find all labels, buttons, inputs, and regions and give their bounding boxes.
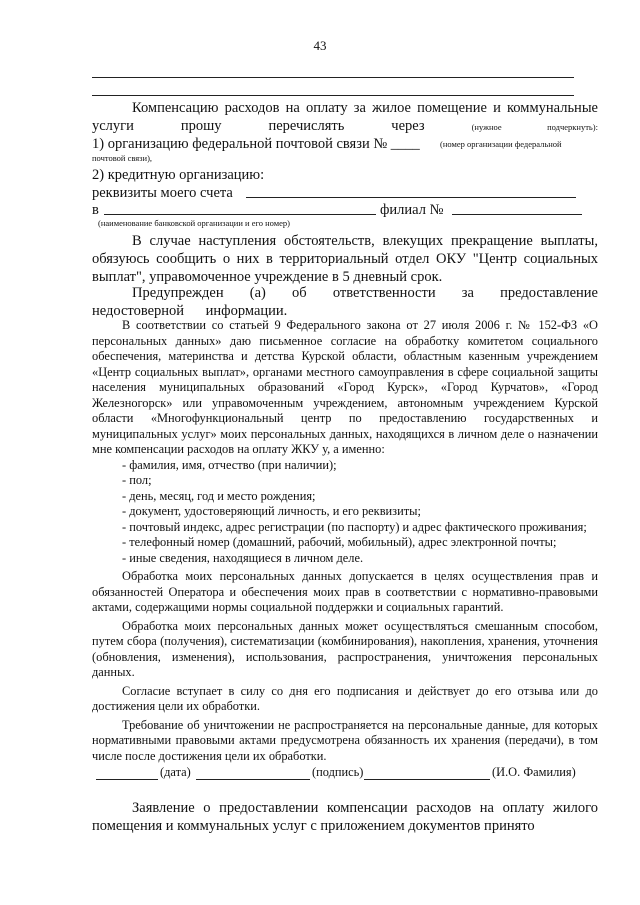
compensation-note: (нужное подчеркнуть):: [471, 122, 598, 132]
option-credit: 2) кредитную организацию:: [92, 167, 265, 183]
purpose-text: Обработка моих персональных данных допускается в целях осуществления прав и обязанностей Оператора и обеспечения моих прав в соответствии с нормативно-правовыми актами, содержащими нормы социальной поддержки и социальных гарантий.: [92, 569, 598, 614]
blank-line-1: [92, 77, 574, 78]
account-label: реквизиты моего счета: [92, 185, 233, 201]
option-postal-label: 1) организацию федеральной почтовой связи №: [92, 136, 388, 152]
bank-note: (наименование банковской организации и его номер): [98, 218, 290, 228]
blank-line-2: [92, 95, 574, 96]
account-field[interactable]: [246, 197, 576, 198]
obligation-paragraph: [92, 232, 598, 286]
data-item: - фамилия, имя, отчество (при наличии);: [122, 457, 337, 472]
postal-note: почтовой связи),: [92, 153, 153, 163]
compensation-request: [92, 99, 598, 136]
destruction-text: Требование об уничтожении не распространяется на персональные данные, для которых нормативными правовыми актами предусмотрена обязанность их хранения (передачи), в том числе после достижения цели их обработки.: [92, 717, 598, 763]
validity-text: Согласие вступает в силу со дня его подписания и действует до его отзыва или до достижения цели их обработки.: [92, 683, 598, 713]
branch-number-field[interactable]: [452, 214, 582, 215]
methods-text: Обработка моих персональных данных может осуществляться смешанным способом, путем сбора (получения), систематизации (комбинирования), накопления, хранения, уточнения (обновления, изменения), использования, распространения, уничтожения персональных данных.: [92, 618, 598, 679]
data-item: - телефонный номер (домашний, рабочий, мобильный), адрес электронной почты;: [122, 535, 557, 549]
data-item: - пол;: [122, 473, 152, 487]
bank-in-label: в: [92, 202, 99, 218]
name-field[interactable]: [364, 779, 490, 780]
signature-field[interactable]: [196, 779, 310, 780]
name-caption: (И.О. Фамилия): [492, 765, 576, 779]
data-item: - иные сведения, находящиеся в личном деле.: [122, 550, 364, 565]
option-postal: [92, 135, 420, 153]
warning-paragraph: [92, 284, 598, 320]
acceptance-text: Заявление о предоставлении компенсации расходов на оплату жилого помещения и коммунальных услуг с приложением документов принято: [92, 800, 598, 834]
warning-text: Предупрежден (а) об ответственности за предоставление недостоверной информации.: [92, 285, 598, 319]
postal-number-field[interactable]: ____: [390, 136, 420, 152]
data-item: - документ, удостоверяющий личность, и его реквизиты;: [122, 504, 421, 518]
date-field[interactable]: [96, 779, 158, 780]
data-item: - день, месяц, год и место рождения;: [122, 488, 316, 503]
date-caption: (дата): [160, 765, 191, 779]
data-item: - почтовый индекс, адрес регистрации (по паспорту) и адрес фактического проживания;: [122, 519, 587, 534]
bank-name-field[interactable]: [104, 214, 376, 215]
page-number: 43: [313, 38, 327, 53]
consent-section: [92, 318, 598, 764]
consent-text: В соответствии со статьей 9 Федерального закона от 27 июля 2006 г. № 152-ФЗ «О персональных данных» даю письменное согласие на обработку комитетом социального обеспечения, материнства и детства Курской области, областным казенным учреждением «Центр социальных выплат», органами местного самоуправления в сфере социальной защиты населения муниципальных образований «Город Курск», «Город Курчатов», «Город Железногорск» или управомоченным учреждением, автономным учреждением Курской области «Многофункциональный центр по предоставлению государственных и муниципальных услуг» моих персональных данных, находящихся в личном деле о назначении мне компенсации расходов на оплату ЖКУ у, а именно:: [92, 318, 598, 456]
branch-label: филиал №: [380, 202, 444, 218]
acceptance-paragraph: [92, 799, 598, 835]
postal-note-1: (номер организации федеральной: [440, 139, 562, 149]
signature-caption: (подпись): [312, 765, 364, 779]
compensation-text: Компенсацию расходов на оплату за жилое помещение и коммунальные услуги прошу перечислять через: [92, 100, 598, 134]
obligation-text: В случае наступления обстоятельств, влекущих прекращение выплаты, обязуюсь сообщить о них в территориальный отдел ОКУ "Центр социальных выплат", управомоченное учреждение в 5 дневный срок.: [92, 233, 598, 285]
